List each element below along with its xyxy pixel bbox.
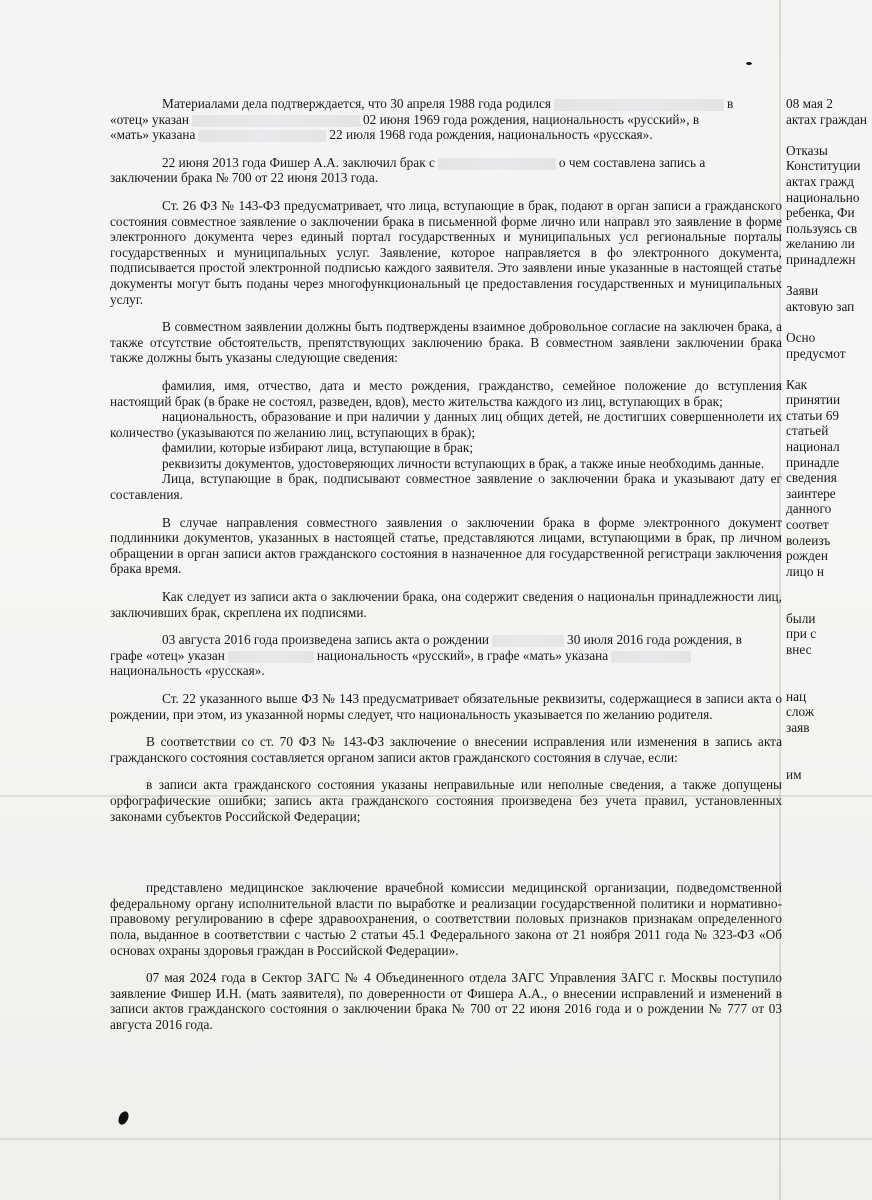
paragraph-article-70-case-1: в записи акта гражданского состояния указаны неправильные или неполные сведения, а также допущены орфографические ошибки; запись акта гражданского состояния произведена без учета правил, установленных законами субъектов Российской Федерации; <box>110 777 782 824</box>
side-page-line: заяв <box>786 719 810 735</box>
paragraph-marriage-record-content: Как следует из записи акта о заключении брака, она содержит сведения о национальн принадлежности лиц, заключивших брак, скреплена их подписями. <box>110 589 782 620</box>
side-page-line: нац <box>786 688 807 704</box>
side-page-line: при с <box>786 626 817 642</box>
redacted-name <box>438 158 556 170</box>
side-page-line <box>786 314 872 330</box>
paragraph-electronic-submission: В случае направления совместного заявления о заключении брака в форме электронного документ подлинники документов, указанных в настоящей статье, представляются лицами, вступающими в брак, пр личном обращении в орган записи актов гражданского состояния в назначенное для государственной регистраци заключения брака время. <box>110 514 782 577</box>
side-page-line: актах гражд <box>786 173 854 189</box>
side-page-line: рожден <box>786 548 828 564</box>
side-page-line: статьей <box>786 423 829 439</box>
paragraph-article-26: Ст. 26 ФЗ № 143-ФЗ предусматривает, что лица, вступающие в брак, подают в орган записи а гражданского состояния совместное заявление о заключении брака в письменной форме лично или направл это заявление в форме электронного документа через единый портал государственных и муниципальных усл региональные порталы государственных и муниципальных услуг. Заявление, которое направляется в фо электронного документа, подписывается простой электронной подписью каждого заявителя. Это заявлени иные указанные в настоящей статье документы могут быть поданы через многофункциональный це предоставления государственных и муниципальных услуг. <box>110 197 782 307</box>
side-page-line <box>786 735 872 751</box>
paragraph-child-birth-record: 03 августа 2016 года произведена запись акта о рождении 30 июля 2016 года рождения, в графе «отец» указан национальность «русский», в графе «мать» указана национальность «русская». <box>110 632 742 679</box>
fold-crease <box>0 1138 872 1140</box>
adjacent-page-fragment <box>786 96 872 782</box>
side-page-line: национально <box>786 189 860 205</box>
side-page-line: пользуясь св <box>786 220 858 236</box>
redacted-name <box>492 635 564 647</box>
side-page-line: соответ <box>786 517 829 533</box>
list-item: фамилия, имя, отчество, дата и место рождения, гражданство, семейное положение до вступления настоящий брак (в браке не состоял, разведен, вдов), место жительства каждого из лиц, вступающих в брак; <box>110 377 782 409</box>
side-page-line: слож <box>786 704 815 720</box>
paragraph-article-70-case-medical: представлено медицинское заключение врачебной комиссии медицинской организации, подведомственной федеральному органу исполнительной власти по выработке и реализации государственной политики и нормативно-правовому регулированию в сфере здравоохранения, о соответствии половых признаков признакам определенного пола, выданное в соответствии с частью 2 статьи 45.1 Федерального закона от 21 ноября 2011 года № 323-ФЗ «Об основах охраны здоровья граждан в Российской Федерации». <box>110 880 782 958</box>
list-item: фамилии, которые избирают лица, вступающие в брак; <box>162 440 474 456</box>
side-page-line <box>786 751 872 767</box>
side-page-line: Отказы <box>786 142 828 158</box>
redacted-name <box>192 115 360 127</box>
side-page-line <box>786 579 872 595</box>
paragraph-joint-application: В совместном заявлении должны быть подтверждены взаимное добровольное согласие на заключен брака, а также отсутствие обстоятельств, препятствующих заключению брака. В совместном заявлени заключении брака также должны быть указаны следующие сведения: <box>110 319 782 366</box>
paragraph-article-70: В соответствии со ст. 70 ФЗ № 143-ФЗ заключение о внесении исправления или изменения в запись акта гражданского состояния составляется органом записи актов гражданского состояния в случае, если: <box>110 734 782 765</box>
side-page-line: Осно <box>786 329 816 345</box>
side-page-line: принадлежн <box>786 251 856 267</box>
document-body <box>110 96 782 1033</box>
side-page-line: были <box>786 610 816 626</box>
side-page-line: Как <box>786 376 808 392</box>
side-page-line: 08 мая 2 <box>786 96 833 111</box>
side-page-line: статьи 69 <box>786 407 840 423</box>
side-page-line: актах граждан <box>786 111 868 127</box>
side-page-line <box>786 127 872 143</box>
paragraph-article-22: Ст. 22 указанного выше ФЗ № 143 предусматривает обязательные реквизиты, содержащиеся в записи акта о рождении, при этом, из указанной нормы следует, что национальность указывается по желанию родителя. <box>110 691 782 722</box>
side-page-line: принятии <box>786 392 841 408</box>
side-page-line <box>786 673 872 689</box>
paragraph-marriage: 22 июня 2013 года Фишер А.А. заключил брак с о чем составлена запись а заключении брака № 700 от 22 июня 2013 года. <box>110 154 706 186</box>
redacted-name <box>228 651 314 663</box>
paragraph-signing: Лица, вступающие в брак, подписывают совместное заявление о заключении брака и указывают дату ег составления. <box>110 471 782 503</box>
list-item: национальность, образование и при наличии у данных лиц общих детей, не достигших совершеннолети их количество (указываются по желанию лиц, вступающих в брак); <box>110 409 782 440</box>
side-page-line <box>786 657 872 673</box>
side-page-line: им <box>786 766 802 782</box>
side-page-line: сведения <box>786 470 837 486</box>
redacted-name <box>611 651 691 663</box>
side-page-line: предусмот <box>786 345 846 361</box>
redacted-name <box>198 130 326 142</box>
side-page-line: актовую зап <box>786 298 855 314</box>
paragraph-application-2024: 07 мая 2024 года в Сектор ЗАГС № 4 Объединенного отдела ЗАГС Управления ЗАГС г. Москвы поступило заявление Фишер И.Н. (мать заявителя), по доверенности от Фишера А.А., о внесении исправлений и изменений в записи актов гражданского состояния о заключении брака № 700 от 22 июня 2016 года и о рождении № 777 от 03 августа 2016 года. <box>110 970 782 1032</box>
side-page-line: ребенка, Фи <box>786 205 855 221</box>
side-page-line: лицо н <box>786 563 824 579</box>
side-page-line <box>786 361 872 377</box>
ink-mark <box>116 1110 130 1126</box>
side-page-line <box>786 268 872 284</box>
side-page-line: Конституции <box>786 158 861 174</box>
redacted-name <box>554 99 724 111</box>
side-page-line: Заяви <box>786 283 819 299</box>
side-page-line: данного <box>786 501 832 517</box>
list-item: реквизиты документов, удостоверяющих личности вступающих в брак, а также иные необходимь данные. <box>162 455 765 471</box>
side-page-line: волеизъ <box>786 532 831 548</box>
side-page-line: желанию ли <box>786 236 855 252</box>
side-page-line: национал <box>786 439 840 455</box>
side-page-line: заинтере <box>786 485 836 501</box>
ink-mark <box>746 62 752 65</box>
side-page-line: внес <box>786 641 812 657</box>
paragraph-birth-record: Материалами дела подтверждается, что 30 апреля 1988 года родился в «отец» указан 02 июня 1969 года рождения, национальность «русский», в «мать» указана 22 июля 1968 года рождения, национальность «русская». <box>110 96 734 143</box>
side-page-line <box>786 595 872 611</box>
side-page-line: принадле <box>786 454 840 470</box>
